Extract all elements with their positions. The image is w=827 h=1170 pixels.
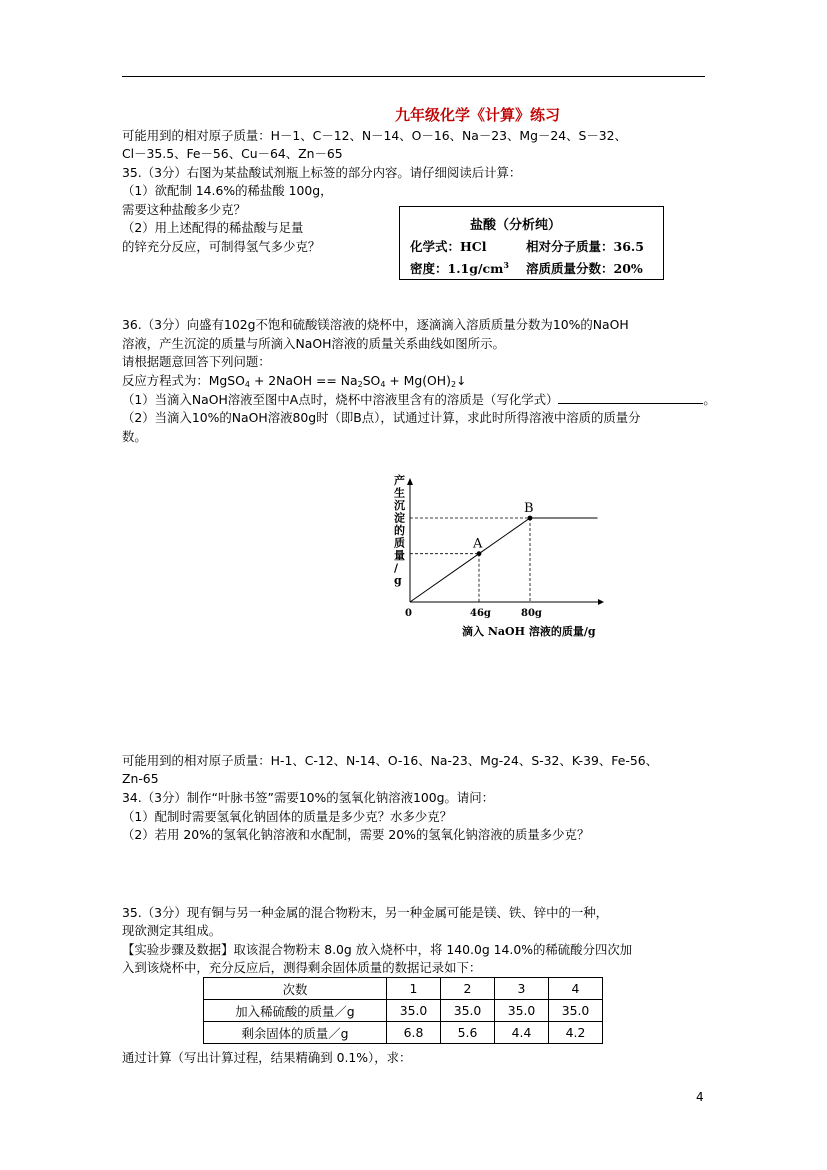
table-cell: 35.0 [441,1000,495,1022]
answer-blank [558,390,703,404]
q36-line3: 请根据题意回答下列问题： [122,354,271,369]
reagent-label [399,206,664,280]
q35-part1b: 需要这种盐酸多少克？ [122,202,246,217]
table-row [204,978,603,1000]
table-row [204,1000,603,1022]
q34-part2: （2）若用 20%的氢氧化钠溶液和水配制，需要 20%的氢氧化钠溶液的质量多少克？ [122,827,590,842]
q35-intro: 35.（3分）右图为某盐酸试剂瓶上标签的部分内容。请仔细阅读后计算： [122,165,522,180]
q36-line1: 36.（3分）向盛有102g不饱和硫酸镁溶液的烧杯中，逐滴滴入溶质质量分数为10%的NaOH [122,317,629,332]
q35-part2a: （2）用上述配得的稀盐酸与足量 [122,220,304,235]
x-axis-label: 滴入 NaOH 溶液的质量/g [462,625,596,638]
page-number: 4 [696,1090,704,1104]
atomic-masses-line2: Cl－35.5、Fe－56、Cu－64、Zn－65 [122,146,343,161]
table-cell: 次数 [204,978,387,1000]
q35-part1a: （1）欲配制 14.6%的稀盐酸 100g， [122,183,333,198]
point-label-B: B [524,501,534,516]
label-density: 密度：$1.1g/cm^3$ [410,259,509,276]
q35b-line5: 通过计算（写出计算过程，结果精确到 0.1%），求： [122,1050,412,1065]
y-axis-label-char: 淀 [394,511,405,525]
y-axis-label-char: 量 [394,549,405,562]
header-rule [122,76,705,77]
atomic-masses-line1: 可能用到的相对原子质量：H－1、C－12、N－14、O－16、Na－23、Mg－24、S－32、 [122,128,627,143]
experiment-table [203,977,603,1044]
q35b-line1: 35.（3分）现有铜与另一种金属的混合物粉末，另一种金属可能是镁、铁、锌中的一种， [122,905,609,920]
q36-line2: 溶液，产生沉淀的质量与所滴入NaOH溶液的质量关系曲线如图所示。 [122,336,505,351]
point-A [477,551,482,556]
table-cell: 35.0 [549,1000,603,1022]
q36-sub2b: 数。 [122,429,147,444]
page-title: 九年级化学《计算》练习 [395,106,561,124]
precipitate-chart [380,465,620,645]
q36-sub2a: （2）当滴入10%的NaOH溶液80g时（即B点），试通过计算，求此时所得溶液中溶质的质量分 [122,410,641,425]
label-name: 盐酸（分析纯） [470,218,562,233]
y-axis-label-char: / [394,561,399,575]
table-cell: 35.0 [495,1000,549,1022]
table-row [204,1022,603,1044]
q35-part2b: 的锌充分反应，可制得氢气多少克？ [122,239,321,254]
y-axis-label-char: 的 [394,524,405,537]
origin-label: 0 [405,608,412,619]
y-axis-arrow [407,478,413,485]
table-cell: 5.6 [441,1022,495,1044]
table-cell: 35.0 [387,1000,441,1022]
table-cell: 6.8 [387,1022,441,1044]
x-axis-arrow [598,599,604,605]
q36-sub1: （1）当滴入NaOH溶液至图中A点时，烧杯中溶液里含有的溶质是（写化学式） 。 [122,392,716,407]
y-axis-label-char: 产 [394,474,405,487]
label-formula: 化学式：HCl [410,239,487,254]
table-cell: 4 [549,978,603,1000]
table-cell: 4.4 [495,1022,549,1044]
q36-equation: 反应方程式为：MgSO$_4$ + 2NaOH == $Na_2SO_4$ + $Mg(OH)_2↓$ [122,373,467,389]
table-cell: 4.2 [549,1022,603,1044]
atomic-masses2-line1: 可能用到的相对原子质量：H-1、C-12、N-14、O-16、Na-23、Mg-24、S-32、K-39、Fe-56、 [122,753,658,768]
q35b-line3: 【实验步骤及数据】取该混合物粉末 8.0g 放入烧杯中，将 140.0g 14.0%的稀硫酸分四次加 [122,942,633,957]
label-molar-mass: 相对分子质量：36.5 [526,239,644,254]
x-tick-label: 80g [521,608,542,619]
table-cell: 1 [387,978,441,1000]
series-line [410,518,598,602]
y-axis-label-char: 生 [394,486,405,500]
q34-intro: 34.（3分）制作“叶脉书签”需要10%的氢氧化钠溶液100g。请问： [122,790,495,805]
table-cell: 剩余固体的质量／g [204,1022,387,1044]
atomic-masses2-line2: Zn-65 [122,771,159,786]
table-cell: 2 [441,978,495,1000]
point-B [528,516,533,521]
table-cell: 加入稀硫酸的质量／g [204,1000,387,1022]
q35b-line4: 入到该烧杯中，充分反应后，测得剩余固体质量的数据记录如下： [122,960,482,975]
x-tick-label: 46g [470,608,491,619]
label-fraction: 溶质质量分数：20% [526,261,643,276]
y-axis-label-char: 沉 [394,499,405,512]
q34-part1: （1）配制时需要氢氧化钠固体的质量是多少克？水多少克？ [122,809,453,824]
table-cell: 3 [495,978,549,1000]
y-axis-label-char: g [394,574,402,587]
y-axis-label-char: 质 [394,536,405,550]
point-label-A: A [473,536,483,552]
q35b-line2: 现欲测定其组成。 [122,923,222,938]
